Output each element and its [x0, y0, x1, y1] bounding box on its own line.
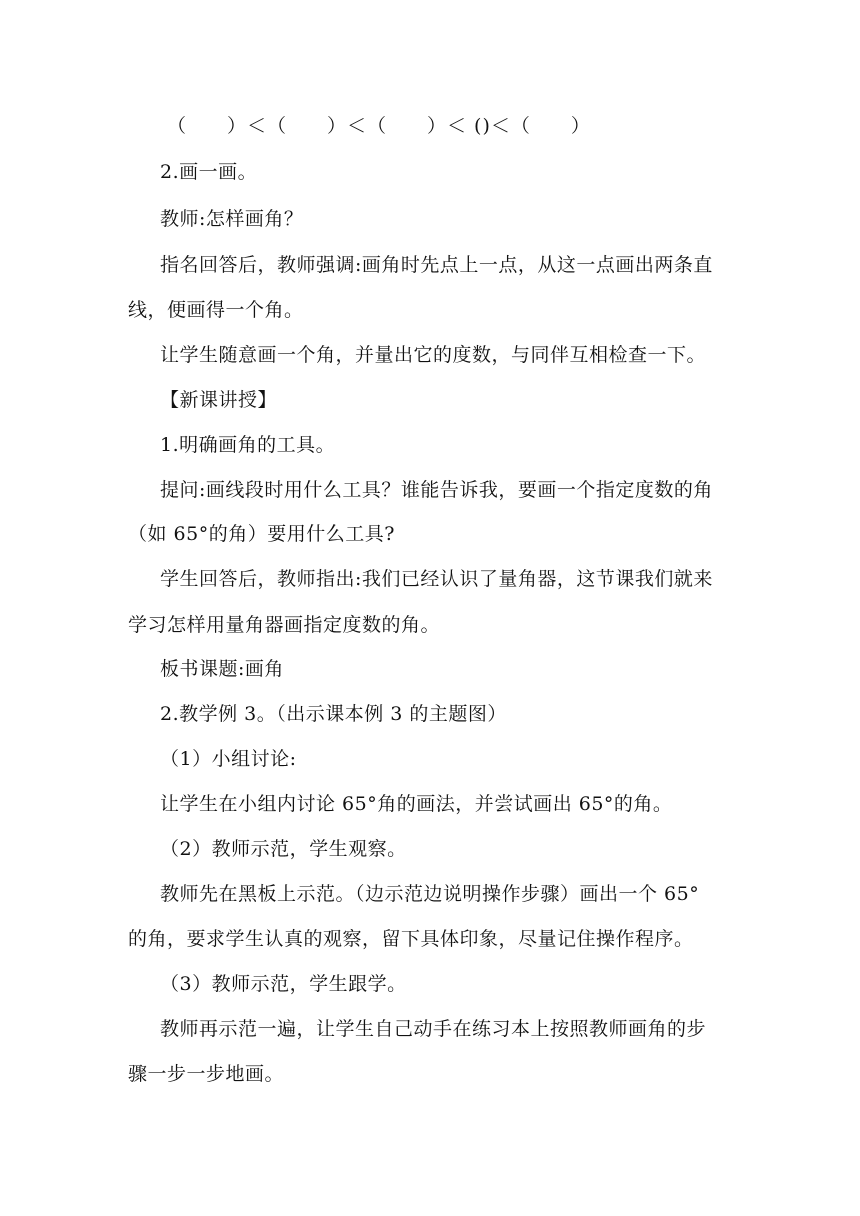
paragraph-line: 指名回答后，教师强调:画角时先点上一点，从这一点画出两条直 — [160, 254, 713, 276]
paragraph-line: 2.教学例 3。（出示课本例 3 的主题图） — [160, 703, 507, 725]
paragraph-line: 1.明确画角的工具。 — [160, 434, 336, 456]
paragraph-line: 教师:怎样画角？ — [160, 208, 304, 230]
paragraph-line: 教师再示范一遍，让学生自己动手在练习本上按照教师画角的步 — [160, 1018, 707, 1040]
paragraph-line: 让学生在小组内讨论 65°角的画法，并尝试画出 65°的角。 — [160, 793, 673, 815]
paragraph-line: （2）教师示范，学生观察。 — [160, 838, 407, 860]
section-heading-draw: 2.画一画。 — [160, 161, 258, 183]
paragraph-line: 提问:画线段时用什么工具？谁能告诉我，要画一个指定度数的角 — [160, 479, 713, 501]
paragraph-line: （如 65°的角）要用什么工具? — [128, 523, 395, 545]
comparison-blanks-line: （ ）＜（ ）＜（ ）＜ ()＜（ ） — [167, 115, 591, 137]
paragraph-line: 板书课题:画角 — [160, 658, 284, 680]
paragraph-line: 线，便画得一个角。 — [128, 299, 304, 321]
paragraph-line: （3）教师示范，学生跟学。 — [160, 973, 407, 995]
paragraph-line: 学生回答后，教师指出:我们已经认识了量角器，这节课我们就来 — [160, 568, 713, 590]
paragraph-line: 学习怎样用量角器画指定度数的角。 — [128, 614, 441, 636]
paragraph-line: 的角，要求学生认真的观察，留下具体印象，尽量记住操作程序。 — [128, 928, 694, 950]
paragraph-line: （1）小组讨论: — [160, 748, 297, 770]
paragraph-line: 教师先在黑板上示范。（边示范边说明操作步骤）画出一个 65° — [160, 883, 700, 905]
section-heading-new-lesson: 【新课讲授】 — [160, 389, 278, 411]
paragraph-line: 骤一步一步地画。 — [128, 1063, 285, 1085]
paragraph-line: 让学生随意画一个角，并量出它的度数，与同伴互相检查一下。 — [160, 344, 707, 366]
